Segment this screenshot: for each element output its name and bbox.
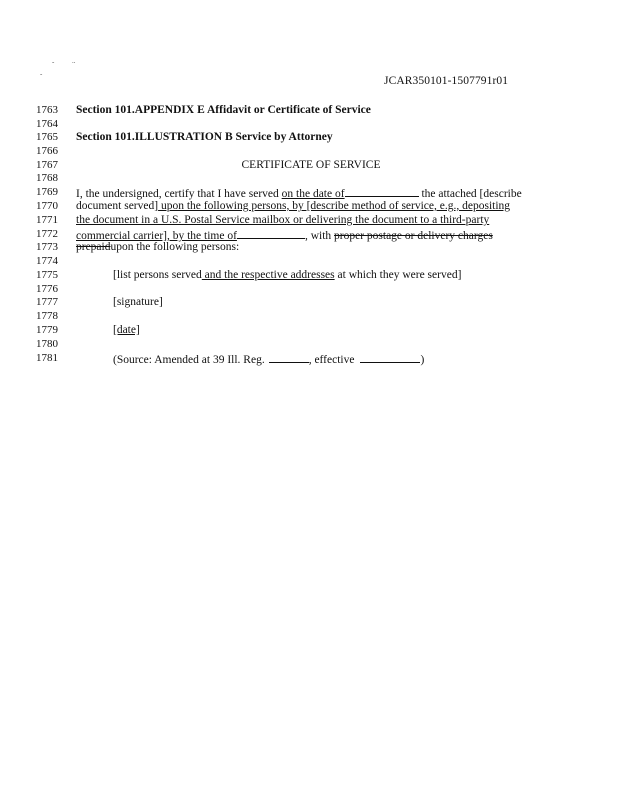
body-line xyxy=(113,269,461,281)
line-number: 1773 xyxy=(36,241,58,253)
line-number: 1771 xyxy=(36,214,58,226)
text-span: (Source: Amended at 39 Ill. Reg. xyxy=(113,354,265,366)
text-span: I, the undersigned, certify that I have served xyxy=(76,188,282,200)
line-number: 1770 xyxy=(36,200,58,212)
scan-speck: - xyxy=(40,70,43,78)
inserted-text: and the respective addresses xyxy=(201,269,335,281)
blank-field xyxy=(360,352,420,363)
line-number: 1774 xyxy=(36,255,58,267)
inserted-text: commercial carrier] xyxy=(76,230,167,242)
line-number: 1767 xyxy=(36,159,58,171)
line-number: 1772 xyxy=(36,228,58,240)
line-number: 1779 xyxy=(36,324,58,336)
inserted-text: upon the following persons, by [describe method of service, e.g., depositing xyxy=(158,200,511,212)
inserted-text: on the date of xyxy=(281,188,345,200)
deleted-text: proper postage or delivery charges xyxy=(334,230,493,242)
line-number: 1778 xyxy=(36,310,58,322)
text-span: , effective xyxy=(308,354,355,366)
inserted-text: , by the time of xyxy=(166,230,237,242)
line-number: 1768 xyxy=(36,172,58,184)
document-id: JCAR350101-1507791r01 xyxy=(384,75,509,87)
section-heading-appendix: Section 101.APPENDIX E Affidavit or Certificate of Service xyxy=(76,104,371,116)
signature-placeholder: [signature] xyxy=(113,296,163,308)
text-span: ) xyxy=(420,354,425,366)
body-line xyxy=(76,214,489,226)
source-note xyxy=(113,352,424,366)
line-number: 1776 xyxy=(36,283,58,295)
line-number: 1764 xyxy=(36,118,58,130)
body-line xyxy=(76,186,522,200)
blank-field xyxy=(237,228,305,239)
text-span: upon the following persons: xyxy=(110,241,240,253)
section-heading-illustration: Section 101.ILLUSTRATION B Service by Attorney xyxy=(76,131,333,143)
text-span: at which they were served] xyxy=(334,269,462,281)
line-number: 1769 xyxy=(36,186,58,198)
body-line xyxy=(76,241,239,253)
deleted-text: prepaid xyxy=(76,241,111,253)
inserted-text: the document in a U.S. Postal Service mailbox or delivering the document to a third-party xyxy=(76,214,490,226)
text-span: [list persons served xyxy=(113,269,202,281)
line-number: 1766 xyxy=(36,145,58,157)
line-number: 1763 xyxy=(36,104,58,116)
body-line xyxy=(76,200,510,212)
scan-speck: - xyxy=(52,58,55,66)
line-number: 1777 xyxy=(36,296,58,308)
line-number: 1775 xyxy=(36,269,58,281)
date-placeholder: [date] xyxy=(113,324,140,336)
blank-field xyxy=(269,352,309,363)
line-number: 1781 xyxy=(36,352,58,364)
blank-field xyxy=(345,186,419,197)
body-line xyxy=(76,228,493,242)
certificate-title: CERTIFICATE OF SERVICE xyxy=(241,159,381,171)
line-number: 1780 xyxy=(36,338,58,350)
text-span: the attached [describe xyxy=(418,188,522,200)
scan-speck: .. xyxy=(72,57,76,65)
text-span: document served] xyxy=(76,200,159,212)
line-number: 1765 xyxy=(36,131,58,143)
text-span: , with xyxy=(304,230,335,242)
